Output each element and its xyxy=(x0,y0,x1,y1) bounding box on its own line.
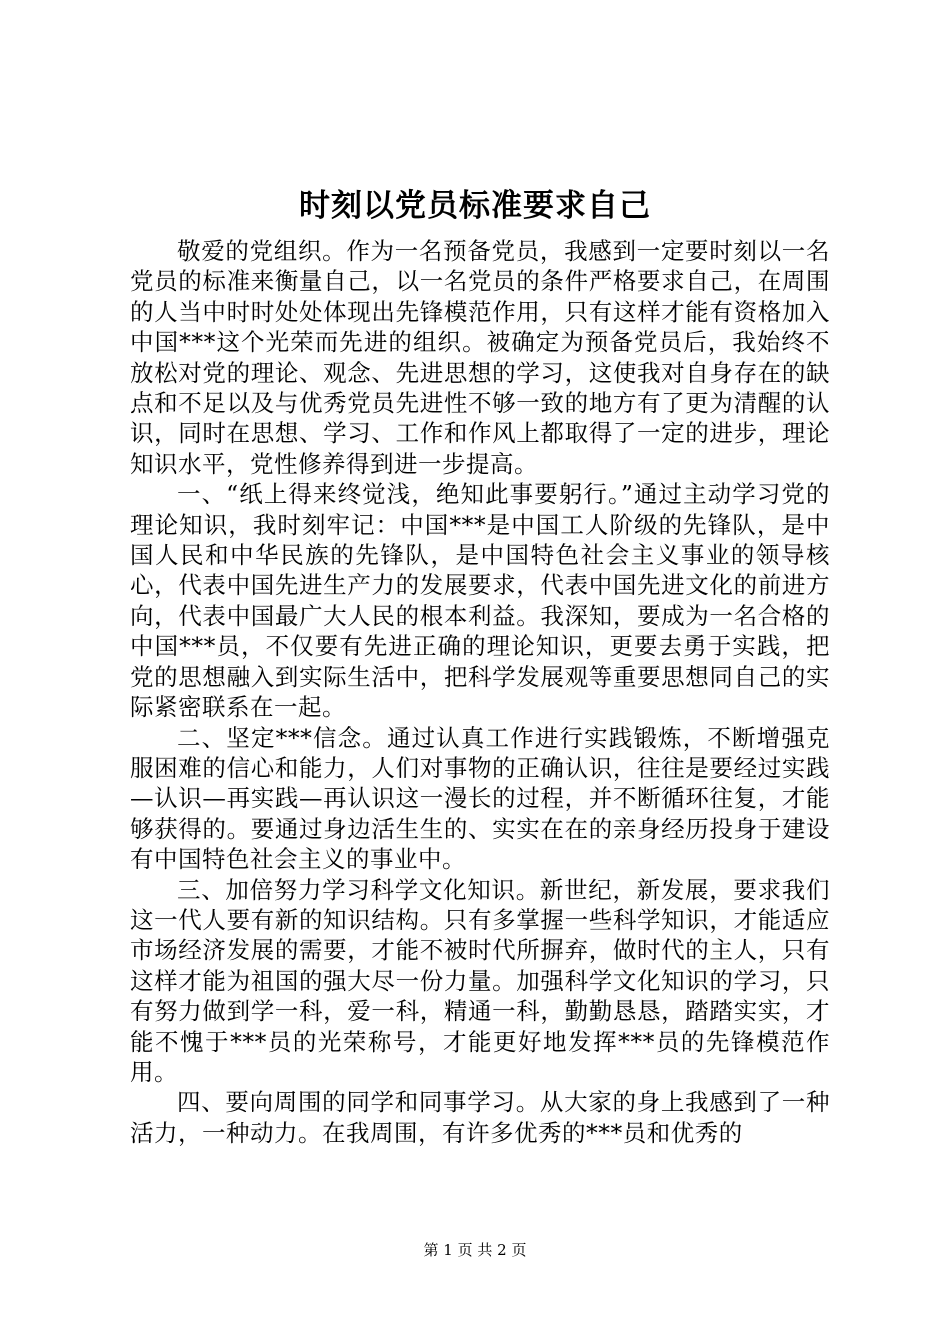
paragraph-one: 一、“纸上得来终觉浅，绝知此事要躬行。”通过主动学习党的理论知识，我时刻牢记：中国***是中国工人阶级的先锋队，是中国人民和中华民族的先锋队，是中国特色社会主义事业的领导核心，代表中国先进生产力的发展要求，代表中国先进文化的前进方向，代表中国最广大人民的根本利益。我深知，要成为一名合格的中国***员，不仅要有先进正确的理论知识，更要去勇于实践，把党的思想融入到实际生活中，把科学发展观等重要思想同自己的实际紧密联系在一起。 xyxy=(130,480,830,722)
paragraph-four: 四、要向周围的同学和同事学习。从大家的身上我感到了一种活力，一种动力。在我周围，有许多优秀的***员和优秀的 xyxy=(130,1088,830,1147)
paragraph-two: 二、坚定***信念。通过认真工作进行实践锻炼，不断增强克服困难的信心和能力，人们对事物的正确认识，往往是要经过实践—认识—再实践—再认识这一漫长的过程，并不断循环往复，才能够获得的。要通过身边活生生的、实实在在的亲身经历投身于建设有中国特色社会主义的事业中。 xyxy=(130,723,830,874)
document-body xyxy=(130,236,830,1148)
paragraph-three: 三、加倍努力学习科学文化知识。新世纪，新发展，要求我们这一代人要有新的知识结构。只有多掌握一些科学知识，才能适应市场经济发展的需要，才能不被时代所摒弃，做时代的主人，只有这样才能为祖国的强大尽一份力量。加强科学文化知识的学习，只有努力做到学一科，爱一科，精通一科，勤勤恳恳，踏踏实实，才能不愧于***员的光荣称号，才能更好地发挥***员的先锋模范作用。 xyxy=(130,875,830,1086)
paragraph-intro: 敬爱的党组织。作为一名预备党员，我感到一定要时刻以一名党员的标准来衡量自己，以一名党员的条件严格要求自己，在周围的人当中时时处处体现出先锋模范作用，只有这样才能有资格加入中国***这个光荣而先进的组织。被确定为预备党员后，我始终不放松对党的理论、观念、先进思想的学习，这使我对自身存在的缺点和不足以及与优秀党员先进性不够一致的地方有了更为清醒的认识，同时在思想、学习、工作和作风上都取得了一定的进步，理论知识水平，党性修养得到进一步提高。 xyxy=(130,237,830,478)
page-footer: 第 1 页 共 2 页 xyxy=(423,1241,527,1259)
document-title: 时刻以党员标准要求自己 xyxy=(299,188,651,224)
